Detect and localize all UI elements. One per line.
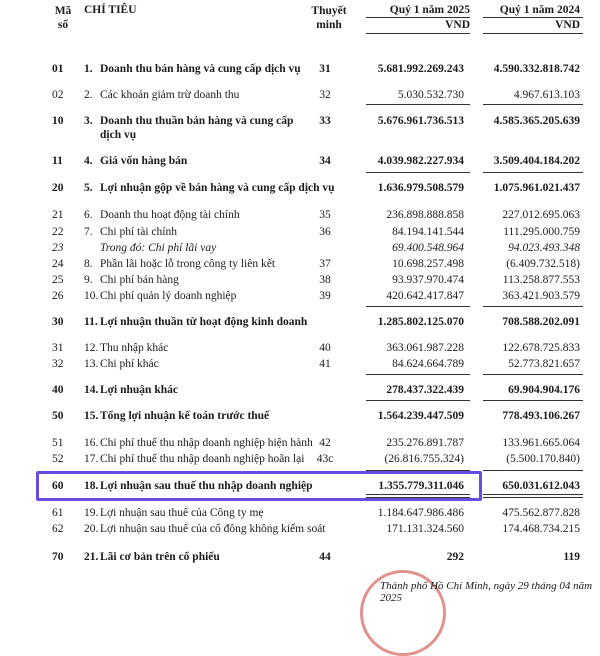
row-label: Thu nhập khác (100, 342, 169, 354)
double-rule-col2-a (483, 494, 583, 495)
row-index: 10. (84, 290, 99, 302)
row-note: 38 (319, 274, 331, 286)
row-note: 31 (319, 63, 331, 75)
row-code: 26 (52, 290, 64, 302)
row-index: 18. (84, 480, 99, 492)
table-row (0, 452, 600, 470)
table-row (0, 550, 600, 568)
row-note: 32 (319, 89, 331, 101)
row-value-q1-2025: 10.698.257.498 (392, 258, 464, 270)
row-index: 8. (84, 258, 93, 270)
row-code: 20 (52, 182, 64, 194)
row-value-q1-2024: 69.904.904.176 (508, 384, 580, 396)
row-value-q1-2024: 174.468.734.215 (502, 523, 580, 535)
row-value-q1-2024: 650.031.612.043 (502, 480, 580, 492)
table-row (0, 357, 600, 375)
row-code: 51 (52, 437, 64, 449)
row-value-q1-2024: 363.421.903.579 (502, 290, 580, 302)
row-index: 21. (84, 551, 99, 563)
highlight-box (36, 471, 482, 501)
row-index: 16. (84, 437, 99, 449)
row-label: Chi phí tài chính (100, 226, 177, 238)
row-note: 35 (319, 209, 331, 221)
row-label: Tổng lợi nhuận kế toán trước thuế (100, 410, 270, 422)
row-code: 60 (52, 480, 64, 492)
row-note: 40 (319, 342, 331, 354)
row-value-q1-2024: 94.023.493.348 (508, 242, 580, 254)
row-label: Chi phí thuế thu nhập doanh nghiệp hoãn lại (100, 453, 305, 465)
row-label: Doanh thu bán hàng và cung cấp dịch vụ (100, 63, 301, 75)
code-header: Mã số (54, 5, 72, 31)
row-note: 39 (319, 290, 331, 302)
row-index: 2. (84, 89, 93, 101)
row-code: 30 (52, 316, 64, 328)
row-value-q1-2024: 778.493.106.267 (502, 410, 580, 422)
row-note: 33 (319, 115, 331, 127)
row-value-q1-2024: 111.295.000.759 (503, 226, 580, 238)
row-code: 52 (52, 453, 64, 465)
sum-rule-col1 (366, 374, 470, 375)
row-value-q1-2024: 475.562.877.828 (502, 507, 580, 519)
col2-unit-header: VND (555, 19, 580, 31)
row-code: 02 (52, 89, 64, 101)
row-value-q1-2024: 4.967.613.103 (513, 89, 580, 101)
sum-rule-col1 (366, 400, 470, 401)
row-value-q1-2025: 278.437.322.439 (386, 384, 464, 396)
header-rule-col2 (483, 17, 583, 18)
row-note: 42 (319, 437, 331, 449)
row-value-q1-2025: 1.355.779.311.046 (378, 480, 464, 492)
row-label: Chi phí bán hàng (100, 274, 179, 286)
row-code: 25 (52, 274, 64, 286)
table-row (0, 181, 600, 199)
table-row (0, 522, 600, 540)
sum-rule-col2 (483, 400, 583, 401)
sum-rule-col2 (483, 306, 583, 307)
row-note: 43c (316, 453, 334, 465)
sum-rule-col2 (483, 470, 583, 471)
row-value-q1-2025: 236.898.888.858 (386, 209, 464, 221)
row-label: Lãi cơ bản trên cổ phiếu (100, 551, 220, 563)
row-index: 6. (84, 209, 93, 221)
row-code: 61 (52, 507, 64, 519)
row-index: 14. (84, 384, 99, 396)
row-label: Chi phí quản lý doanh nghiệp (100, 290, 237, 302)
row-note: 41 (319, 358, 331, 370)
row-index: 13. (84, 358, 99, 370)
table-row (0, 289, 600, 307)
sum-rule-col2 (483, 104, 583, 105)
row-value-q1-2025: 420.642.417.847 (386, 290, 464, 302)
row-code: 11 (52, 155, 63, 167)
row-label: Giá vốn hàng bán (100, 155, 188, 167)
row-value-q1-2025: 4.039.982.227.934 (377, 155, 464, 167)
row-index: 1. (84, 63, 93, 75)
row-value-q1-2024: 4.585.365.205.639 (493, 115, 580, 127)
sum-rule-col1 (366, 172, 470, 173)
row-label: Chi phí khác (100, 358, 159, 370)
row-value-q1-2025: 363.061.987.228 (386, 342, 464, 354)
row-code: 24 (52, 258, 64, 270)
row-index: 15. (84, 410, 99, 422)
row-value-q1-2024: 708.588.202.091 (502, 316, 580, 328)
col2-period-header: Quý 1 năm 2024 (499, 4, 580, 16)
row-label: Lợi nhuận khác (100, 384, 178, 396)
row-value-q1-2024: 133.961.665.064 (502, 437, 580, 449)
row-value-q1-2025: 1.184.647.986.486 (377, 507, 464, 519)
row-index: 19. (84, 507, 99, 519)
row-value-q1-2025: (26.816.755.324) (384, 453, 464, 465)
table-row (0, 315, 600, 333)
header-bottom-rule-col2 (483, 33, 583, 34)
table-row (0, 409, 600, 427)
row-value-q1-2025: 69.400.548.964 (392, 242, 464, 254)
row-code: 40 (52, 384, 64, 396)
place-date: Thành phố Hồ Chí Minh, ngày 29 tháng 04 năm 2025 (380, 580, 593, 604)
row-index: 12. (84, 342, 99, 354)
row-label: Lợi nhuận thuần từ hoạt động kinh doanh (100, 316, 308, 328)
table-row (0, 383, 600, 401)
row-value-q1-2025: 5.676.961.736.513 (377, 115, 464, 127)
row-value-q1-2025: 235.276.891.787 (386, 437, 464, 449)
table-row (0, 208, 600, 226)
sum-rule-col1 (366, 306, 470, 307)
row-note: 34 (319, 155, 331, 167)
row-index: 17. (84, 453, 99, 465)
row-label: Doanh thu thuần bán hàng và cung cấp dịch vụ (100, 115, 294, 141)
row-value-q1-2025: 171.131.324.560 (386, 523, 464, 535)
row-value-q1-2024: 1.075.961.021.437 (493, 182, 580, 194)
row-value-q1-2025: 1.636.979.508.579 (377, 182, 464, 194)
row-value-q1-2025: 1.285.802.125.070 (377, 316, 464, 328)
row-value-q1-2024: 4.590.332.818.742 (493, 63, 580, 75)
table-row (0, 154, 600, 172)
row-value-q1-2024: 119 (563, 551, 580, 563)
sum-rule-col2 (483, 374, 583, 375)
row-code: 32 (52, 358, 64, 370)
row-label: Trong đó: Chi phí lãi vay (100, 242, 217, 254)
sum-rule-col1 (366, 104, 470, 105)
row-code: 62 (52, 523, 64, 535)
row-value-q1-2024: 3.509.404.184.202 (493, 155, 580, 167)
row-label: Doanh thu hoạt động tài chính (100, 209, 240, 221)
note-header: Thuyết minh (311, 5, 347, 31)
table-row (0, 114, 600, 146)
indicator-header: CHỈ TIÊU (84, 4, 137, 16)
row-label: Lợi nhuận gộp về bán hàng và cung cấp dịch vụ (100, 182, 335, 194)
row-value-q1-2025: 5.030.532.730 (397, 89, 464, 101)
row-label: Lợi nhuận sau thuế của cổ đông không kiểm soát (100, 523, 326, 535)
row-value-q1-2024: 113.258.877.553 (502, 274, 580, 286)
row-label: Lợi nhuận sau thuế của Công ty mẹ (100, 507, 264, 519)
col1-period-header: Quý 1 năm 2025 (389, 4, 470, 16)
row-value-q1-2024: (5.500.170.840) (506, 453, 580, 465)
row-value-q1-2024: 122.678.725.833 (502, 342, 580, 354)
row-value-q1-2025: 93.937.970.474 (392, 274, 464, 286)
row-code: 21 (52, 209, 64, 221)
row-value-q1-2024: (6.409.732.518) (506, 258, 580, 270)
row-value-q1-2025: 84.624.664.789 (392, 358, 464, 370)
row-note: 36 (319, 226, 331, 238)
row-code: 50 (52, 410, 64, 422)
row-label: Các khoản giảm trừ doanh thu (100, 89, 240, 101)
header-rule-col1 (366, 17, 470, 18)
row-value-q1-2024: 227.012.695.063 (502, 209, 580, 221)
sum-rule-col2 (483, 172, 583, 173)
row-code: 23 (52, 242, 64, 254)
row-code: 10 (52, 115, 64, 127)
header-bottom-rule-col1 (366, 33, 470, 34)
row-index: 20. (84, 523, 99, 535)
row-code: 01 (52, 63, 64, 75)
row-value-q1-2025: 1.564.239.447.509 (377, 410, 464, 422)
row-note: 37 (319, 258, 331, 270)
double-rule-col2-b (483, 497, 583, 498)
row-index: 3. (84, 115, 93, 127)
row-index: 7. (84, 226, 93, 238)
row-value-q1-2025: 84.194.141.544 (392, 226, 464, 238)
row-index: 9. (84, 274, 93, 286)
row-index: 5. (84, 182, 93, 194)
row-code: 22 (52, 226, 64, 238)
row-value-q1-2025: 292 (446, 551, 464, 563)
row-code: 31 (52, 342, 64, 354)
row-label: Phần lãi hoặc lỗ trong công ty liên kết (100, 258, 276, 270)
table-row (0, 62, 600, 80)
row-value-q1-2025: 5.681.992.269.243 (377, 63, 464, 75)
row-code: 70 (52, 551, 64, 563)
row-value-q1-2024: 52.773.821.657 (508, 358, 580, 370)
row-label: Chi phí thuế thu nhập doanh nghiệp hiện hành (100, 437, 313, 449)
row-index: 4. (84, 155, 93, 167)
row-index: 11. (84, 316, 98, 328)
col1-unit-header: VND (445, 19, 470, 31)
row-note: 44 (319, 551, 331, 563)
row-label: Lợi nhuận sau thuế thu nhập doanh nghiệp (100, 480, 313, 492)
